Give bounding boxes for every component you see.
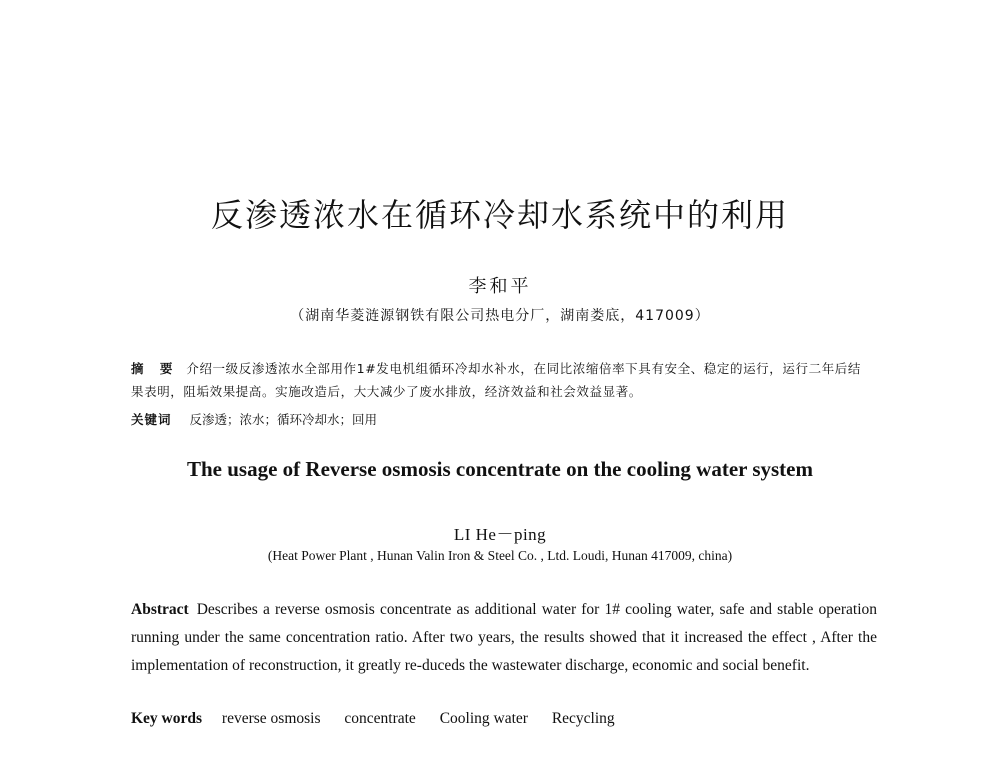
keywords-chinese-text: 反渗透；浓水；循环冷却水；回用: [189, 412, 378, 427]
title-english: The usage of Reverse osmosis concentrate on the cooling water system: [186, 457, 813, 481]
abstract-english: [131, 596, 877, 680]
abstract-chinese-label: 摘 要: [131, 361, 179, 376]
keywords-chinese: [131, 408, 871, 431]
keyword-item: reverse osmosis: [221, 710, 321, 727]
abstract-english-text: Describes a reverse osmosis concentrate as additional water for 1# cooling water, safe and stable operation running under the same concentration ratio. After two years, the results showed that it increased the effect , After the implementation of reconstruction, it greatly re-duceds the wastewater discharge, economic and social benefit.: [131, 601, 877, 674]
affiliation-english: (Heat Power Plant , Hunan Valin Iron & Steel Co. , Ltd. Loudi, Hunan 417009, china): [267, 548, 733, 563]
abstract-chinese: [131, 357, 871, 403]
title-chinese: 反渗透浓水在循环冷却水系统中的利用: [210, 196, 789, 234]
keyword-item: Recycling: [551, 710, 615, 727]
affiliation-chinese: （湖南华菱涟源钢铁有限公司热电分厂，湖南娄底，417009）: [290, 308, 710, 324]
keywords-chinese-label: 关键词: [131, 412, 172, 427]
author-english: LI He－ping: [453, 525, 547, 544]
keyword-item: concentrate: [344, 710, 416, 727]
abstract-chinese-text: 介绍一级反渗透浓水全部用作1#发电机组循环冷却水补水，在同比浓缩倍率下具有安全、稳定的运行，运行二年后结果表明，阻垢效果提高。实施改造后，大大减少了废水排放，经济效益和社会效益显著。: [131, 361, 861, 399]
keywords-english: [131, 705, 877, 733]
abstract-english-label: Abstract: [131, 601, 189, 618]
author-chinese: 李和平: [468, 276, 532, 297]
keywords-english-label: Key words: [131, 710, 203, 727]
keyword-item: Cooling water: [439, 710, 528, 727]
